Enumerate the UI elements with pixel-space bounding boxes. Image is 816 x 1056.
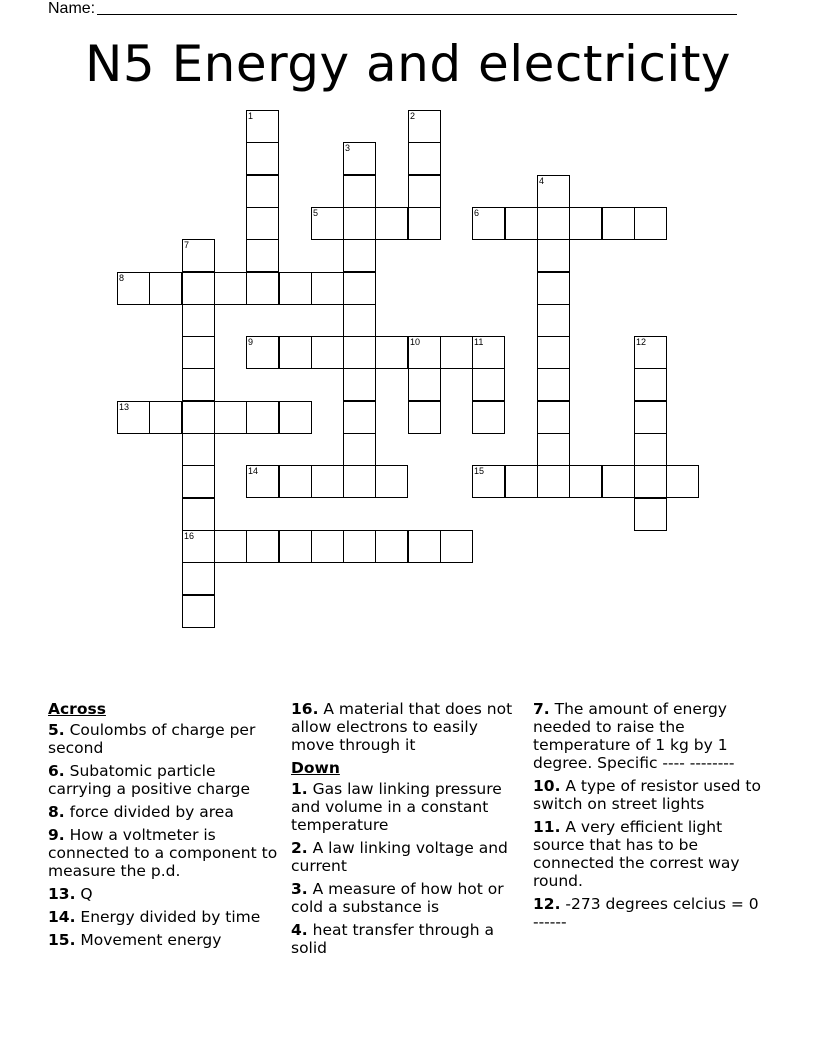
crossword-cell[interactable] — [537, 465, 570, 498]
crossword-cell[interactable] — [182, 562, 215, 595]
crossword-cell[interactable] — [214, 401, 247, 434]
clue-number: 7 — [184, 240, 190, 250]
crossword-cell[interactable] — [408, 401, 441, 434]
crossword-cell[interactable] — [343, 175, 376, 208]
down-clue — [533, 818, 765, 890]
crossword-cell[interactable] — [246, 239, 279, 272]
clue-number-label: 15. — [48, 931, 76, 949]
clue-number: 9 — [248, 337, 254, 347]
clue-number-label: 4. — [291, 921, 308, 939]
clue-number-label: 7. — [533, 700, 550, 718]
crossword-cell[interactable] — [279, 530, 312, 563]
crossword-cell[interactable] — [408, 110, 441, 143]
crossword-cell[interactable] — [311, 530, 344, 563]
crossword-cell[interactable] — [375, 465, 408, 498]
crossword-cell[interactable] — [311, 207, 344, 240]
clue-number: 2 — [410, 111, 416, 121]
clue-number-label: 5. — [48, 721, 65, 739]
clue-number-label: 13. — [48, 885, 76, 903]
crossword-cell[interactable] — [634, 368, 667, 401]
crossword-cell[interactable] — [375, 207, 408, 240]
crossword-cell[interactable] — [279, 272, 312, 305]
crossword-cell[interactable] — [634, 498, 667, 531]
crossword-cell[interactable] — [343, 336, 376, 369]
crossword-cell[interactable] — [246, 530, 279, 563]
crossword-cell[interactable] — [182, 595, 215, 628]
clue-text: A measure of how hot or cold a substance is — [291, 880, 504, 916]
crossword-cell[interactable] — [408, 175, 441, 208]
clue-number: 11 — [474, 337, 484, 347]
crossword-cell[interactable] — [408, 336, 441, 369]
crossword-cell[interactable] — [375, 336, 408, 369]
crossword-cell[interactable] — [182, 465, 215, 498]
crossword-cell[interactable] — [182, 304, 215, 337]
clue-number: 6 — [474, 208, 480, 218]
crossword-cell[interactable] — [472, 401, 505, 434]
across-clue — [48, 826, 280, 880]
clue-number: 13 — [119, 402, 130, 412]
down-clue — [533, 700, 765, 772]
across-clue — [48, 885, 280, 903]
across-clue — [48, 803, 280, 821]
clues-column-2 — [291, 700, 523, 962]
crossword-cell[interactable] — [634, 433, 667, 466]
crossword-cell[interactable] — [537, 368, 570, 401]
crossword-cell[interactable] — [182, 530, 215, 563]
crossword-cell[interactable] — [246, 175, 279, 208]
crossword-cell[interactable] — [408, 207, 441, 240]
crossword-cell[interactable] — [246, 272, 279, 305]
clue-text: force divided by area — [64, 803, 234, 821]
crossword-cell[interactable] — [472, 465, 505, 498]
crossword-cell[interactable] — [182, 272, 215, 305]
crossword-cell[interactable] — [634, 336, 667, 369]
clue-number: 14 — [248, 466, 259, 476]
down-clue — [291, 839, 523, 875]
across-clue — [291, 700, 523, 754]
crossword-cell[interactable] — [537, 175, 570, 208]
crossword-cell[interactable] — [343, 401, 376, 434]
crossword-cell[interactable] — [537, 304, 570, 337]
crossword-cell[interactable] — [182, 401, 215, 434]
clue-number-label: 9. — [48, 826, 65, 844]
clue-number: 8 — [119, 273, 125, 283]
down-clue — [291, 880, 523, 916]
clue-number: 10 — [410, 337, 421, 347]
crossword-cell[interactable] — [311, 465, 344, 498]
clue-number: 1 — [248, 111, 254, 121]
crossword-cell[interactable] — [246, 465, 279, 498]
clue-text: Movement energy — [75, 931, 222, 949]
clue-text: How a voltmeter is connected to a component to measure the p.d. — [48, 826, 278, 880]
crossword-cell[interactable] — [279, 336, 312, 369]
clue-number-label: 16. — [291, 700, 319, 718]
clue-text: The amount of energy needed to raise the temperature of 1 kg by 1 degree. Specific ---- -------- — [533, 700, 735, 772]
clue-text: A very efficient light source that has to be connected the correst way round. — [533, 818, 740, 890]
crossword-cell[interactable] — [343, 207, 376, 240]
crossword-cell[interactable] — [149, 401, 182, 434]
down-clue — [291, 921, 523, 957]
clue-number: 12 — [636, 337, 647, 347]
clue-number-label: 8. — [48, 803, 65, 821]
crossword-cell[interactable] — [214, 530, 247, 563]
crossword-cell[interactable] — [182, 336, 215, 369]
crossword-cell[interactable] — [182, 368, 215, 401]
clue-number: 5 — [313, 208, 319, 218]
crossword-cell[interactable] — [343, 239, 376, 272]
crossword-cell[interactable] — [343, 368, 376, 401]
page-title: N5 Energy and electricity — [84, 35, 732, 93]
clue-number: 3 — [345, 143, 351, 153]
crossword-cell[interactable] — [343, 530, 376, 563]
crossword-cell[interactable] — [472, 207, 505, 240]
crossword-cell[interactable] — [343, 142, 376, 175]
clue-number-label: 12. — [533, 895, 561, 913]
crossword-cell[interactable] — [279, 465, 312, 498]
crossword-cell[interactable] — [472, 336, 505, 369]
clue-number-label: 14. — [48, 908, 76, 926]
clue-number-label: 10. — [533, 777, 561, 795]
crossword-cell[interactable] — [214, 272, 247, 305]
across-clue — [48, 931, 280, 949]
across-clue — [48, 762, 280, 798]
crossword-cell[interactable] — [505, 465, 538, 498]
across-clue — [48, 908, 280, 926]
crossword-cell[interactable] — [505, 207, 538, 240]
crossword-cell[interactable] — [343, 272, 376, 305]
clues-column-3 — [533, 700, 765, 936]
crossword-cell[interactable] — [440, 336, 473, 369]
clue-text: A material that does not allow electrons to easily move through it — [291, 700, 513, 754]
crossword-cell[interactable] — [440, 530, 473, 563]
clue-text: Energy divided by time — [75, 908, 261, 926]
crossword-cell[interactable] — [537, 433, 570, 466]
crossword-cell[interactable] — [182, 498, 215, 531]
clue-number-label: 1. — [291, 780, 308, 798]
crossword-cell[interactable] — [537, 401, 570, 434]
clues-column-1 — [48, 700, 280, 954]
crossword-cell[interactable] — [375, 530, 408, 563]
clue-number-label: 11. — [533, 818, 561, 836]
crossword-cell[interactable] — [343, 433, 376, 466]
crossword-cell[interactable] — [246, 110, 279, 143]
crossword-cell[interactable] — [343, 465, 376, 498]
crossword-cell[interactable] — [246, 336, 279, 369]
crossword-cell[interactable] — [666, 465, 699, 498]
clue-number: 4 — [539, 176, 545, 186]
clue-text: Q — [75, 885, 93, 903]
crossword-cell[interactable] — [537, 207, 570, 240]
crossword-cell[interactable] — [408, 368, 441, 401]
clue-number-label: 6. — [48, 762, 65, 780]
clue-number: 16 — [184, 531, 195, 541]
clue-number-label: 3. — [291, 880, 308, 898]
clue-number: 15 — [474, 466, 485, 476]
crossword-cell[interactable] — [246, 142, 279, 175]
crossword-cell[interactable] — [537, 336, 570, 369]
clue-text: A type of resistor used to switch on street lights — [533, 777, 761, 813]
crossword-cell[interactable] — [182, 239, 215, 272]
crossword-cell[interactable] — [569, 207, 602, 240]
crossword-cell[interactable] — [537, 239, 570, 272]
crossword-cell[interactable] — [634, 207, 667, 240]
down-clue — [291, 780, 523, 834]
crossword-cell[interactable] — [311, 336, 344, 369]
down-clue — [533, 777, 765, 813]
crossword-cell[interactable] — [408, 530, 441, 563]
clue-text: -273 degrees celcius = 0 ------ — [533, 895, 759, 931]
crossword-cell[interactable] — [117, 401, 150, 434]
crossword-cell[interactable] — [602, 207, 635, 240]
crossword-cell[interactable] — [634, 465, 667, 498]
clue-text: Gas law linking pressure and volume in a constant temperature — [291, 780, 502, 834]
across-heading: Across — [48, 700, 106, 718]
down-heading: Down — [291, 759, 340, 777]
crossword-cell[interactable] — [569, 465, 602, 498]
name-label: Name: — [48, 0, 96, 17]
crossword-cell[interactable] — [343, 304, 376, 337]
clue-text: Subatomic particle carrying a positive charge — [48, 762, 251, 798]
crossword-cell[interactable] — [246, 207, 279, 240]
clue-text: heat transfer through a solid — [291, 921, 494, 957]
crossword-cell[interactable] — [246, 401, 279, 434]
clue-text: A law linking voltage and current — [291, 839, 508, 875]
crossword-cell[interactable] — [602, 465, 635, 498]
across-clue — [48, 721, 280, 757]
crossword-cell[interactable] — [279, 401, 312, 434]
clue-text: Coulombs of charge per second — [48, 721, 256, 757]
crossword-cell[interactable] — [472, 368, 505, 401]
crossword-cell[interactable] — [634, 401, 667, 434]
clue-number-label: 2. — [291, 839, 308, 857]
crossword-cell[interactable] — [537, 272, 570, 305]
down-clue — [533, 895, 765, 931]
crossword-cell[interactable] — [117, 272, 150, 305]
crossword-cell[interactable] — [311, 272, 344, 305]
crossword-cell[interactable] — [408, 142, 441, 175]
crossword-cell[interactable] — [149, 272, 182, 305]
crossword-cell[interactable] — [182, 433, 215, 466]
